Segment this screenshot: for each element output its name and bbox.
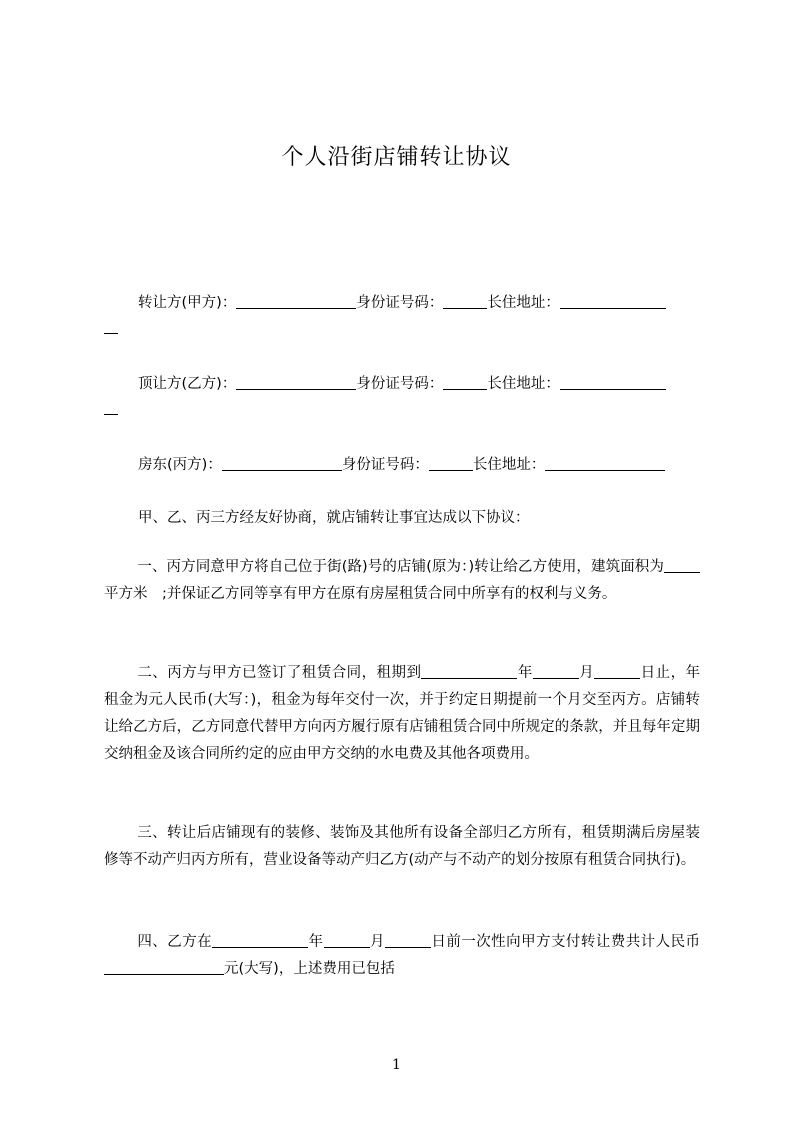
clause-4-text-a: 四、乙方在 (137, 934, 213, 950)
lease-end-year-blank[interactable] (421, 664, 517, 680)
clause-2-text-a: 二、丙方与甲方已签订了租赁合同，租期到 (137, 665, 422, 681)
clause-2 (104, 660, 700, 768)
lease-end-day-blank[interactable] (594, 664, 640, 680)
party-a-label: 转让方(甲方)： (138, 295, 237, 311)
party-c-name-blank[interactable] (222, 456, 342, 472)
party-b-address-label: 长住地址： (487, 376, 560, 392)
party-a-id-blank[interactable] (443, 294, 487, 310)
party-b-line-continuation (104, 399, 118, 417)
party-c-address-label: 长住地址： (472, 457, 546, 473)
party-c-label: 房东(丙方)： (138, 457, 222, 473)
party-c-line (138, 453, 665, 474)
lease-end-month-blank[interactable] (533, 664, 579, 680)
payment-amount-blank[interactable] (104, 960, 224, 976)
party-b-address-blank-cont[interactable] (104, 399, 118, 415)
clause-1-text-b: 平方米 ;并保证乙方同等享有甲方在原有房屋租赁合同中所享有的权利与义务。 (104, 586, 617, 602)
party-b-label: 顶让方(乙方)： (138, 376, 237, 392)
party-a-line (138, 291, 666, 312)
clause-4-text-b: 日前一次性向甲方支付转让费共计人民币 (430, 934, 701, 950)
party-b-address-blank[interactable] (560, 375, 666, 391)
clause-2-month: 月 (578, 665, 595, 681)
clause-3: 三、转让后店铺现有的装修、装饰及其他所有设备全部归乙方所有，租赁期满后房屋装修等不动产归丙方所有，营业设备等动产归乙方(动产与不动产的划分按原有租赁合同执行)。 (104, 825, 700, 868)
party-c-id-label: 身份证号码： (341, 457, 429, 473)
party-a-line-continuation (104, 318, 118, 336)
party-a-name-blank[interactable] (236, 294, 356, 310)
party-a-address-blank-cont[interactable] (104, 318, 118, 334)
party-b-id-label: 身份证号码： (356, 376, 444, 392)
clause-2-text-b: 日止，年租金为元人民币(大写：)，租金为每年交付一次，并于约定日期提前一个月交至丙方。店铺转让给乙方后，乙方同意代替甲方向丙方履行原有店铺租赁合同中所规定的条款，并且每年定期交纳租金及该合同所约定的应由甲方交纳的水电费及其他各项费用。 (104, 665, 701, 762)
clause-4-year: 年 (308, 934, 324, 950)
clause-4-text-c: 元(大写)，上述费用已包括 (224, 961, 395, 977)
payment-year-blank[interactable] (212, 933, 308, 949)
intro-paragraph: 甲、乙、丙三方经友好协商，就店铺转让事宜达成以下协议： (138, 510, 530, 526)
clause-1 (104, 554, 700, 608)
party-c-address-blank[interactable] (545, 456, 665, 472)
clause-4-month: 月 (369, 934, 385, 950)
party-b-line (138, 372, 666, 393)
clause-4 (104, 929, 700, 983)
party-a-id-label: 身份证号码： (356, 295, 444, 311)
clause-2-year: 年 (517, 665, 533, 681)
payment-month-blank[interactable] (324, 933, 370, 949)
party-c-id-blank[interactable] (429, 456, 473, 472)
party-a-address-blank[interactable] (560, 294, 666, 310)
clause-1-text-a: 一、丙方同意甲方将自己位于街(路)号的店铺(原为：)转让给乙方使用，建筑面积为 (137, 559, 664, 575)
party-a-address-label: 长住地址： (487, 295, 560, 311)
area-blank[interactable] (664, 558, 700, 574)
page-number: 1 (392, 1057, 401, 1073)
party-b-id-blank[interactable] (443, 375, 487, 391)
document-title: 个人沿街店铺转让协议 (281, 145, 512, 170)
payment-day-blank[interactable] (385, 933, 431, 949)
party-b-name-blank[interactable] (236, 375, 356, 391)
